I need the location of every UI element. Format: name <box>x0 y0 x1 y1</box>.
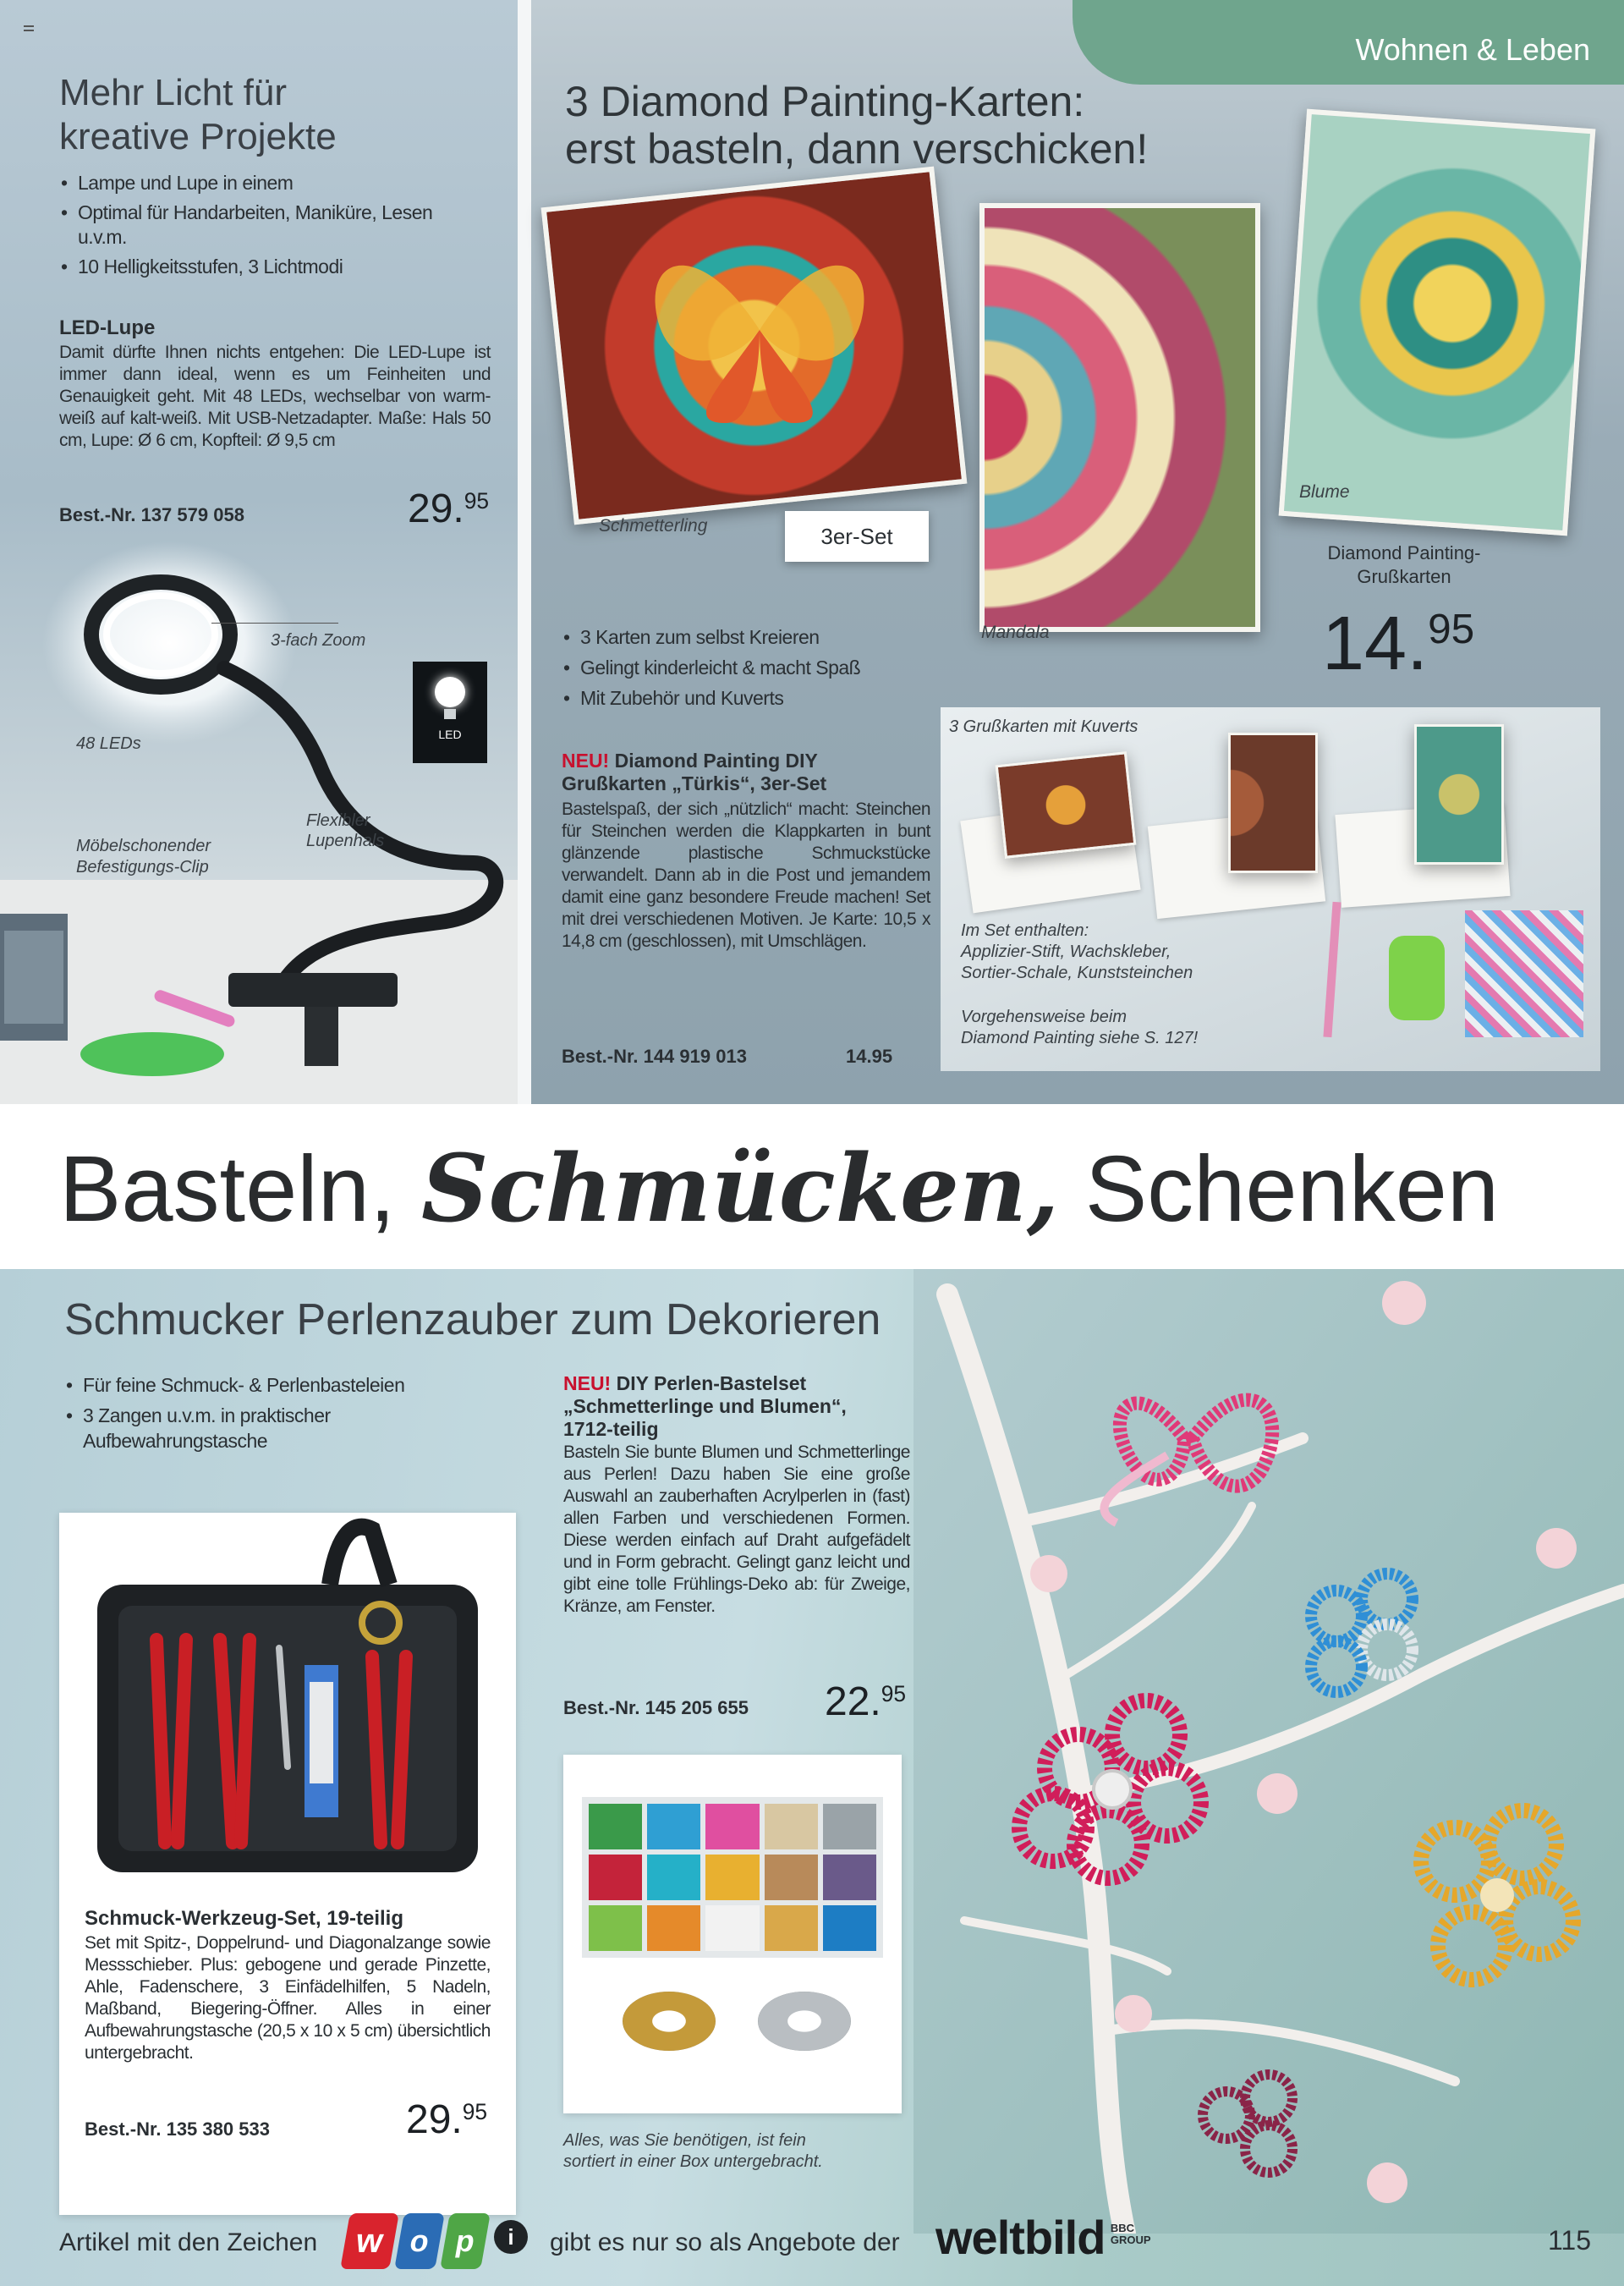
bead-box-caption <box>563 2130 823 2173</box>
kit-title-line1: DIY Perlen-Bastelset <box>616 1372 807 1394</box>
flower-card <box>1279 109 1596 536</box>
led-headline-line2: kreative Projekte <box>59 116 337 157</box>
kit-price <box>825 1679 906 1725</box>
callout-leds: 48 LEDs <box>76 734 141 753</box>
kit-title <box>563 1372 919 1441</box>
led-lupe-section <box>0 0 518 1104</box>
section-tab <box>1073 0 1624 85</box>
beads-bullet: • Für feine Schmuck- & Perlenbasteleien <box>64 1372 462 1398</box>
bead-compartment <box>823 1855 876 1900</box>
bead-compartment <box>765 1804 818 1849</box>
bead-organizer <box>582 1797 883 1958</box>
footer-text-after: gibt es nur so als Angebote der <box>550 2228 900 2256</box>
gold-wire-spool <box>623 1992 716 2051</box>
beads-headline: Schmucker Perlenzauber zum Dekorieren <box>64 1295 881 1344</box>
led-price <box>408 486 489 532</box>
diamond-price-label-line2: Grußkarten <box>1357 566 1451 587</box>
led-price-main: 29. <box>408 486 464 531</box>
led-bullet: • 10 Helligkeitsstufen, 3 Lichtmodi <box>59 255 457 279</box>
led-bullets <box>59 171 457 284</box>
kit-title-line3: 1712-teilig <box>563 1418 659 1440</box>
led-badge-label: LED <box>438 728 462 741</box>
tool-set-box <box>59 1513 516 2215</box>
inset-caption: 3 Grußkarten mit Kuverts <box>949 717 1138 736</box>
label-mandala: Mandala <box>981 623 1050 642</box>
diamond-inset <box>941 707 1600 1071</box>
led-order-no: Best.-Nr. 137 579 058 <box>59 504 244 525</box>
tool-bag-illustration <box>85 1513 491 1885</box>
bead-box-caption-line1: Alles, was Sie benötigen, ist fein <box>563 2131 806 2150</box>
mini-flower-card <box>1414 724 1504 865</box>
bead-compartment <box>705 1855 759 1900</box>
footer-logo-w: w <box>340 2213 399 2269</box>
set-contents-line2: Applizier-Stift, Wachskleber, <box>961 942 1171 961</box>
tool-description: Set mit Spitz-, Doppelrund- und Diagonalzange sowie Messschieber. Plus: gebogene und gerade Pinzette, Ahle, Fadenschere, 3 Einfädelhilfen, 5 Nadeln, Maßband, Biegering-Öffner. Alles in einer Aufbewahrungstasche (20,5 x 10 x 5 cm) übersichtlich untergebracht. <box>85 1933 491 2063</box>
heading-part1: Basteln, <box>59 1137 396 1241</box>
diamond-bullet: • 3 Karten zum selbst Kreieren <box>562 624 959 650</box>
bead-box <box>563 1755 902 2113</box>
section-tab-label: Wohnen & Leben <box>1355 32 1590 67</box>
tool-price-cents: 95 <box>462 2098 488 2124</box>
diamond-price-label <box>1277 541 1531 589</box>
beads-bullets <box>64 1372 462 1459</box>
led-headline-line1: Mehr Licht für <box>59 72 287 113</box>
led-bullet: • Optimal für Handarbeiten, Maniküre, Lesen u.v.m. <box>59 201 457 250</box>
diamond-order-no: Best.-Nr. 144 919 013 <box>562 1046 747 1067</box>
set-contents-line3: Sortier-Schale, Kunststeinchen <box>961 964 1193 982</box>
tool-price-main: 29. <box>406 2097 463 2142</box>
page-corner-mark <box>24 25 34 27</box>
bead-compartment <box>705 1804 759 1849</box>
led-description: Damit dürfte Ihnen nichts entgehen: Die LED-Lupe ist immer dann ideal, wenn es um Feinheiten und Genauigkeit geht. Mit 48 LEDs, wechselbar von warm-weiß auf kalt-weiß. Mit USB-Netzadapter. Maße: Hals 50 cm, Lupe: Ø 6 cm, Kopfteil: Ø 9,5 cm <box>59 343 491 450</box>
set-contents <box>961 920 1193 984</box>
procedure-line2: Diamond Painting siehe S. 127! <box>961 1029 1199 1047</box>
bead-compartment <box>765 1905 818 1951</box>
bead-compartment <box>823 1804 876 1849</box>
diamond-section <box>531 0 1624 1104</box>
wax-glue-icon <box>1389 936 1445 1020</box>
diamond-bullet: • Mit Zubehör und Kuverts <box>562 685 959 711</box>
bead-compartment <box>647 1804 700 1849</box>
kit-order-no: Best.-Nr. 145 205 655 <box>563 1697 749 1718</box>
procedure-line1: Vorgehensweise beim <box>961 1008 1127 1026</box>
led-lamp-illustration <box>0 541 518 1104</box>
bead-compartment <box>589 1804 642 1849</box>
led-product-title: LED-Lupe <box>59 316 156 339</box>
label-flower: Blume <box>1299 482 1350 502</box>
led-price-cents: 95 <box>464 487 490 514</box>
diamond-order-price: 14.95 <box>846 1046 893 1067</box>
diamond-price <box>1322 601 1474 688</box>
neu-badge: NEU! <box>563 1372 612 1394</box>
bead-compartment <box>647 1905 700 1951</box>
applicator-pen-icon <box>1323 902 1341 1037</box>
diamond-description: Bastelspaß, der sich „nützlich“ macht: Steinchen für Steinchen werden die Klappkarten in bunt glänzende plastische Schmuckstücke verwandelt. Dann ab in die Post und jemandem damit eine ganz besondere Freude machen! Set mit drei verschiedenen Motiven. Je Karte: 10,5 x 14,8 cm (geschlossen), mit Umschlägen. <box>562 800 930 951</box>
neu-badge: NEU! <box>562 750 610 772</box>
footer <box>0 2200 1624 2286</box>
rhinestone-bag-icon <box>1465 910 1583 1037</box>
weltbild-group: BBC GROUP <box>1110 2222 1151 2246</box>
set-badge-label: 3er-Set <box>820 524 893 549</box>
main-heading <box>59 1134 1500 1243</box>
bead-box-caption-line2: sortiert in einer Box untergebracht. <box>563 2152 823 2171</box>
bead-compartment <box>589 1905 642 1951</box>
diamond-price-main: 14. <box>1322 602 1429 686</box>
page-number: 115 <box>1548 2225 1592 2256</box>
footer-text-before: Artikel mit den Zeichen <box>59 2228 318 2256</box>
beads-bullet: • 3 Zangen u.v.m. in praktischer Aufbewahrungstasche <box>64 1403 462 1453</box>
mini-mandala-card <box>1228 733 1318 873</box>
info-icon: i <box>494 2220 528 2254</box>
set-badge <box>785 511 929 562</box>
led-headline <box>59 71 337 159</box>
weltbild-wordmark: weltbild <box>935 2211 1106 2264</box>
diamond-headline <box>565 78 1148 173</box>
set-contents-line1: Im Set enthalten: <box>961 921 1089 940</box>
silver-wire-spool <box>758 1992 851 2051</box>
heading-part3: Schenken <box>1084 1137 1500 1241</box>
label-butterfly: Schmetterling <box>599 516 708 536</box>
kit-price-main: 22. <box>825 1679 881 1724</box>
bead-compartment <box>589 1855 642 1900</box>
footer-logo-p: p <box>440 2213 491 2269</box>
bulb-base-icon <box>444 709 456 719</box>
footer-logo-o: o <box>394 2213 445 2269</box>
diamond-headline-line2: erst basteln, dann verschicken! <box>565 125 1149 173</box>
callout-zoom-line <box>211 623 338 624</box>
diamond-headline-line1: 3 Diamond Painting-Karten: <box>565 78 1085 125</box>
tool-order-no: Best.-Nr. 135 380 533 <box>85 2118 270 2140</box>
beads-section <box>0 1269 1624 2286</box>
bead-compartment <box>647 1855 700 1900</box>
led-bullet: • Lampe und Lupe in einem <box>59 171 457 195</box>
bead-compartment <box>705 1905 759 1951</box>
main-heading-band <box>0 1104 1624 1269</box>
diamond-bullets <box>562 624 959 716</box>
procedure-note <box>961 1007 1198 1049</box>
tool-title: Schmuck-Werkzeug-Set, 19-teilig <box>85 1907 403 1930</box>
diamond-bullet: • Gelingt kinderleicht & macht Spaß <box>562 655 959 680</box>
callout-clip: Möbelschonender Befestigungs-Clip <box>76 837 211 876</box>
bead-compartment <box>765 1855 818 1900</box>
bead-compartment <box>823 1905 876 1951</box>
bead-decor-photo <box>914 1269 1624 2234</box>
tool-price <box>406 2096 487 2143</box>
heading-part2: Schmücken, <box>421 1134 1060 1243</box>
led-badge <box>413 662 487 763</box>
butterfly-motif <box>633 220 886 440</box>
bulb-icon <box>435 677 465 707</box>
kit-description: Basteln Sie bunte Blumen und Schmetterlinge aus Perlen! Dazu haben Sie eine große Auswahl an zauberhaften Acrylperlen in (fast) allen Farben und verschiedenen Formen. Diese werden einfach auf Draht aufgefädelt und in Form gebracht. Gelingt ganz leicht und gibt eine tolle Frühlings-Deko ab: für Zweige, Kränze, am Fenster. <box>563 1442 910 1616</box>
kit-price-cents: 95 <box>881 1680 907 1706</box>
callout-neck: Flexibler Lupenhals <box>306 811 385 850</box>
mini-butterfly-card <box>996 751 1137 859</box>
diamond-price-cents: 95 <box>1428 605 1475 652</box>
weltbild-logo <box>935 2210 1151 2265</box>
mandala-card <box>979 203 1260 632</box>
kit-title-line2: „Schmetterlinge und Blumen“, <box>563 1395 847 1417</box>
diamond-title-text: Diamond Painting DIY Grußkarten „Türkis“, 3er-Set <box>562 750 827 794</box>
diamond-product-title <box>562 750 900 795</box>
callout-zoom: 3-fach Zoom <box>271 631 366 650</box>
diamond-price-label-line1: Diamond Painting- <box>1327 542 1481 563</box>
